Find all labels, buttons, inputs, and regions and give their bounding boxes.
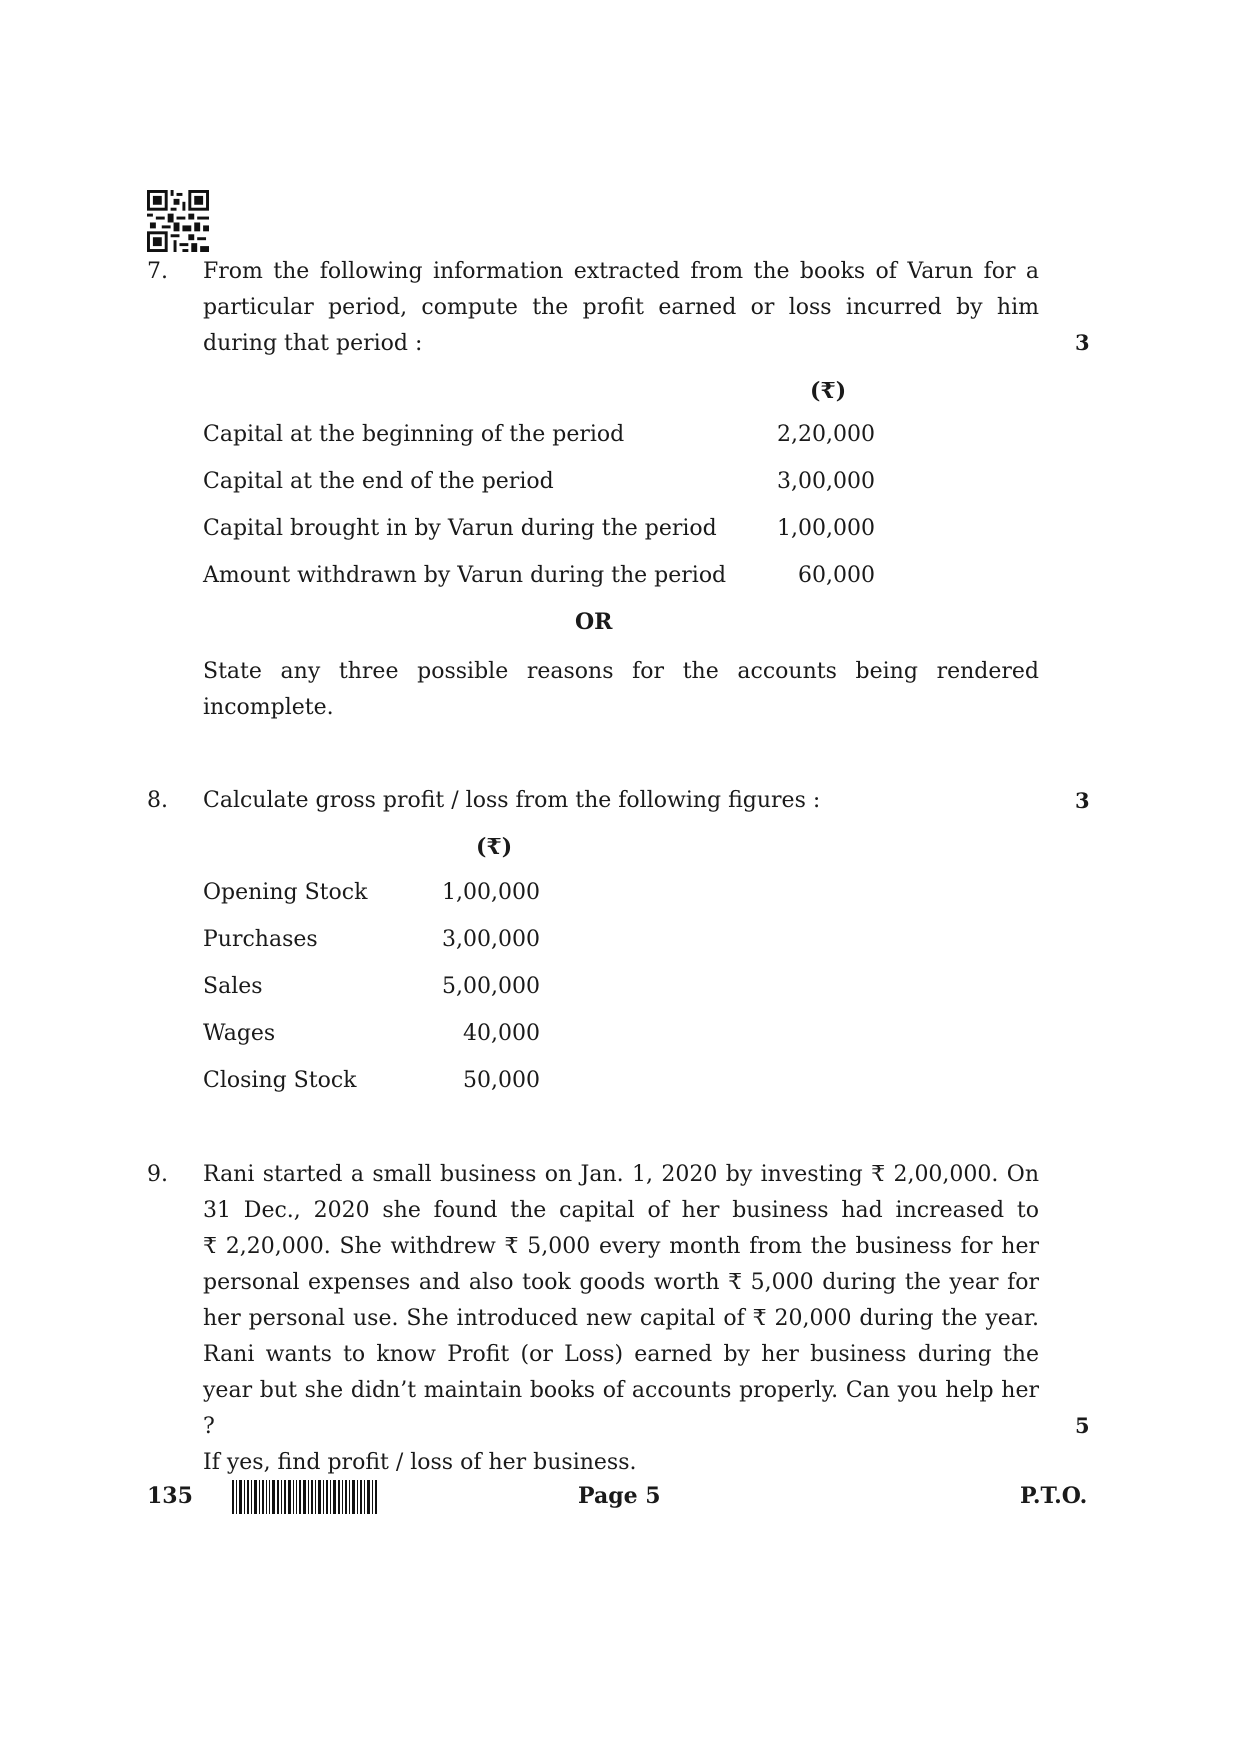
q7-row-label: Capital brought in by Varun during the period	[203, 516, 717, 541]
q8-row-label: Closing Stock	[203, 1068, 357, 1093]
q7-row-value: 2,20,000	[777, 422, 875, 447]
q7-row-value: 1,00,000	[777, 516, 875, 541]
question-7-text	[203, 254, 1039, 362]
q7-row-value: 3,00,000	[777, 469, 875, 494]
question-8-number: 8.	[147, 788, 168, 813]
q7-row-label: Capital at the beginning of the period	[203, 422, 625, 447]
q8-row-value: 3,00,000	[442, 927, 540, 952]
paper-code: 135	[147, 1483, 193, 1509]
page-number: Page 5	[578, 1483, 661, 1509]
q8-row-label: Wages	[203, 1021, 276, 1046]
question-9-line: Rani wants to know Profit (or Loss) earned by her business during the	[203, 1342, 1039, 1367]
question-9-marks: 5	[1075, 1413, 1090, 1438]
question-9-line: her personal use. She introduced new capital of ₹ 20,000 during the year.	[203, 1306, 1039, 1331]
q8-row-label: Sales	[203, 974, 263, 999]
q7-row-value: 60,000	[798, 563, 875, 588]
question-7-line-3: during that period :	[203, 331, 423, 356]
question-7-currency-header: (₹)	[810, 378, 847, 404]
q7-row-label: Capital at the end of the period	[203, 469, 554, 494]
question-7-line-2: particular period, compute the profit earned or loss incurred by him	[203, 295, 1039, 320]
or-separator: OR	[575, 609, 613, 635]
question-9-line: If yes, find profit / loss of her business.	[203, 1450, 637, 1475]
question-9-line: Rani started a small business on Jan. 1, 2020 by investing ₹ 2,00,000. On	[203, 1162, 1039, 1187]
question-9-text	[203, 1157, 1039, 1481]
q8-row-value: 50,000	[463, 1068, 540, 1093]
q7-row-label: Amount withdrawn by Varun during the period	[203, 563, 727, 588]
question-7-alternative	[203, 654, 1039, 726]
q8-row-value: 40,000	[463, 1021, 540, 1046]
question-9-line: personal expenses and also took goods worth ₹ 5,000 during the year for	[203, 1270, 1039, 1295]
qr-code	[147, 190, 209, 252]
q8-row-value: 1,00,000	[442, 880, 540, 905]
question-9-line: 31 Dec., 2020 she found the capital of her business had increased to	[203, 1198, 1039, 1223]
question-9-line: year but she didn’t maintain books of accounts properly. Can you help her ?	[203, 1378, 1039, 1439]
question-8-marks: 3	[1075, 788, 1090, 813]
barcode	[232, 1480, 377, 1514]
question-8-text: Calculate gross profit / loss from the following figures :	[203, 788, 821, 813]
pto-label: P.T.O.	[1020, 1483, 1088, 1509]
question-7-alt-line-1: State any three possible reasons for the accounts being rendered	[203, 659, 1039, 684]
question-7-line-1: From the following information extracted from the books of Varun for a	[203, 259, 1039, 284]
question-7-number: 7.	[147, 259, 168, 284]
question-7-alt-line-2: incomplete.	[203, 695, 334, 720]
q8-row-label: Opening Stock	[203, 880, 368, 905]
q8-row-value: 5,00,000	[442, 974, 540, 999]
question-7-marks: 3	[1075, 330, 1090, 355]
question-9-line: ₹ 2,20,000. She withdrew ₹ 5,000 every month from the business for her	[203, 1234, 1039, 1259]
q8-row-label: Purchases	[203, 927, 318, 952]
question-8-currency-header: (₹)	[476, 834, 513, 860]
question-9-number: 9.	[147, 1162, 168, 1187]
